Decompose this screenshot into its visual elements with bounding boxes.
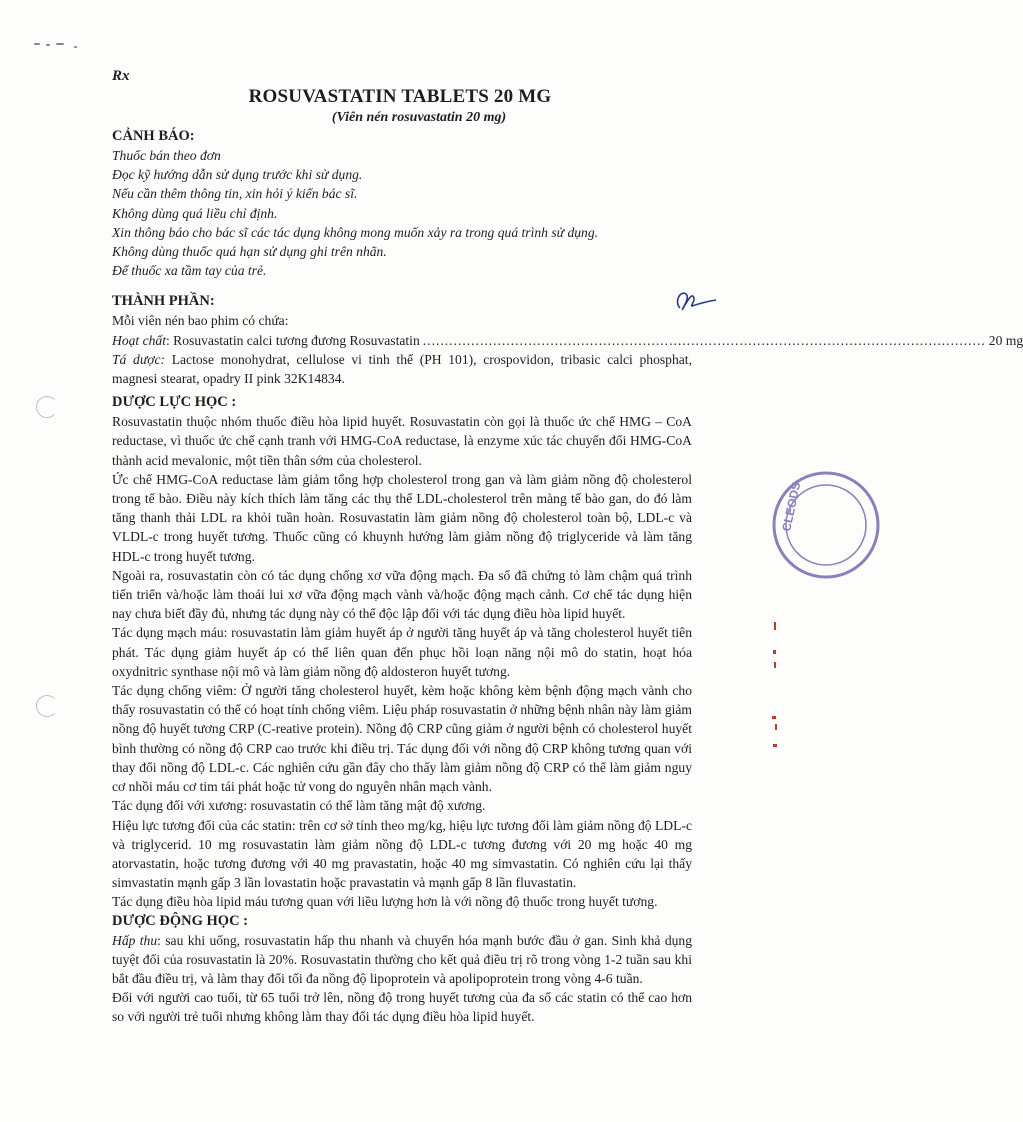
pharmacodynamics-paragraph: Tác dụng đối với xương: rosuvastatin có thể làm tăng mật độ xương. [112,798,486,814]
pharmacodynamics-paragraph: Rosuvastatin thuộc nhóm thuốc điều hòa lipid huyết. Rosuvastatin còn gọi là thuốc ức chế HMG – CoA reductase, vì thuốc ức chế cạnh tranh với HMG-CoA reductase, là enzyme xúc tác chuyển đổi HMG-CoA thành acid mevalonic, một tiền thân sớm của cholesterol. [112,414,692,468]
warning-heading: CẢNH BÁO: [112,128,195,144]
active-ingredient-text: : Rosuvastatin calci tương đương Rosuvastatin [166,332,420,348]
rx-symbol: Rx [112,68,130,84]
warning-line: Nếu cần thêm thông tin, xin hỏi ý kiến bác sĩ. [112,186,358,202]
margin-marks [770,620,782,760]
absorption-paragraph [112,931,692,989]
punch-hole-top [36,396,58,418]
pharmacodynamics-paragraph: Ức chế HMG-CoA reductase làm giảm tổng hợp cholesterol trong gan và làm giảm nồng độ cholesterol trong tế bào. Điều này kích thích làm tăng các thụ thể LDL-cholesterol trên màng tế bào gan, do đó làm tăng thanh thải LDL ra khỏi tuần hoàn. Rosuvastatin làm giảm nồng độ cholesterol toàn bộ, LDL-c và VLDL-c trong huyết tương. Thuốc cũng có khuynh hướng làm giảm nồng độ triglyceride và làm tăng HDL-c trong huyết tương. [112,471,692,564]
scan-specks [30,40,90,50]
pharmacodynamics-heading: DƯỢC LỰC HỌC : [112,394,237,411]
document-subtitle: (Viên nén rosuvastatin 20 mg) [331,110,507,125]
composition-intro: Mỗi viên nén bao phim có chứa: [112,313,289,329]
absorption-label: Hấp thu [112,932,158,948]
pharmacokinetics-heading: DƯỢC ĐỘNG HỌC : [112,912,248,929]
active-ingredient-amount: 20 mg [988,332,1023,348]
excipient-text: Lactose monohydrat, cellulose vi tinh thể (PH 101), crospovidon, tribasic calci phosphat, magnesi stearat, opadry II pink 32K14834. [112,351,692,387]
pharmacodynamics-paragraph: Hiệu lực tương đối của các statin: trên cơ sở tính theo mg/kg, hiệu lực tương đối làm giảm nồng độ LDL-c và triglycerid. 10 mg rosuvastatin làm giảm nồng độ LDL-c tương đương với 20 mg hoặc 40 mg atorvastatin, hoặc tương đương với 40 mg pravastatin, hoặc 40 mg simvastatin. Có nghiên cứu lại thấy simvastatin mạnh gấp 3 lần lovastatin hoặc pravastatin và mạnh gấp 8 lần fluvastatin. [112,817,692,891]
active-ingredient-label: Hoạt chất [112,332,166,348]
pharmacodynamics-paragraph: Tác dụng chống viêm: Ở người tăng cholesterol huyết, kèm hoặc không kèm bệnh động mạch vành cho thấy rosuvastatin có thể có hoạt tính chống viêm. Liệu pháp rosuvastatin ở những bệnh nhân này làm giảm nồng độ huyết tương CRP (C-reative protein). Nồng độ CRP cũng giảm ở người bệnh có cholesterol huyết bình thường có nồng độ CRP cao trước khi điều trị. Tác dụng đối với nồng độ CRP không tương quan với thay đổi nồng độ LDL-c. Các nghiên cứu gần đây cho thấy làm giảm nồng độ CRP có thể làm giảm nguy cơ nhồi máu cơ tim tái phát hoặc tử vong do nguyên nhân mạch vành. [112,683,692,795]
warning-line: Để thuốc xa tầm tay của trẻ. [112,263,267,279]
pharmacodynamics-paragraph: Tác dụng mạch máu: rosuvastatin làm giảm huyết áp ở người tăng huyết áp và tăng cholesterol huyết tiên phát. Tác dụng giảm huyết áp có thể liên quan đến phục hồi loạn năng nội mô do statin, hoạt hóa oxydnitric synthase nội mô và làm giảm nồng độ aldosteron huyết tương. [112,625,692,679]
elderly-paragraph: Đối với người cao tuổi, từ 65 tuổi trở lên, nồng độ trong huyết tương của đa số các statin có thể cao hơn so với người trẻ tuổi nhưng không làm thay đổi tác dụng điều hòa lipid huyết. [112,990,692,1025]
dot-leader [423,331,986,350]
pharmacodynamics-paragraph: Ngoài ra, rosuvastatin còn có tác dụng chống xơ vữa động mạch. Đa số đã chứng tỏ làm chậm quá trình tiến triển và/hoặc làm thoái lui xơ vữa động mạch vành và/hoặc động mạch cảnh. Cơ chế tác dụng hiện nay chưa biết đầy đủ, nhưng tác dụng này có thể độc lập đối với tác dụng điều hòa lipid huyết. [112,567,692,622]
excipient-label: Tá dược: [112,351,166,367]
warning-line: Đọc kỹ hướng dẫn sử dụng trước khi sử dụng. [112,167,363,183]
excipients [112,350,692,388]
active-ingredient-row [112,331,1023,350]
warning-line: Không dùng quá liều chỉ định. [112,205,278,221]
pharmacodynamics-paragraph: Tác dụng điều hòa lipid máu tương quan với liều lượng hơn là với nồng độ thuốc trong huyết tương. [112,894,658,910]
official-stamp [756,470,846,580]
document-title: ROSUVASTATIN TABLETS 20 MG [248,86,552,107]
punch-hole-bottom [36,695,58,717]
stamp-text: CLEODS [779,480,804,533]
warning-line: Không dùng thuốc quá hạn sử dụng ghi trên nhãn. [112,244,387,260]
absorption-text: : sau khi uống, rosuvastatin hấp thu nhanh và chuyển hóa mạnh bước đầu ở gan. Sinh khả dụng tuyệt đối của rosuvastatin là 20%. Rosuvastatin thường cho kết quả điều trị rõ trong vòng 1-2 tuần sau khi bắt đầu điều trị, và làm thay đổi tối đa nồng độ lipoprotein và apolipoprotein trong vòng 4-6 tuần. [112,932,693,986]
warning-line: Thuốc bán theo đơn [112,148,221,163]
composition-heading: THÀNH PHẦN: [112,293,215,310]
warning-line: Xin thông báo cho bác sĩ các tác dụng không mong muốn xảy ra trong quá trình sử dụng. [112,224,599,240]
